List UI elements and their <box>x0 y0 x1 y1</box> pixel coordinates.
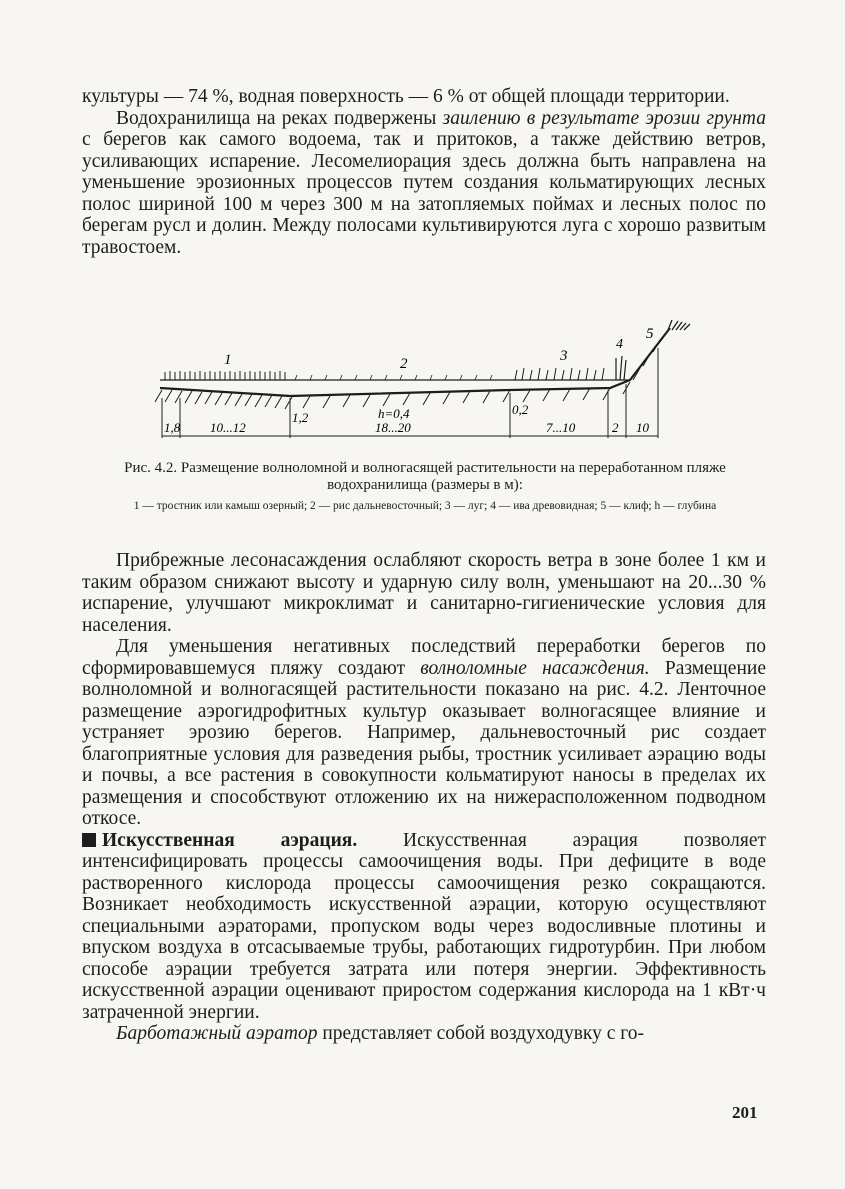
paragraph-reservoirs <box>82 108 766 259</box>
zone-label-3: 3 <box>560 348 568 364</box>
dimension-label: 10 <box>636 420 649 435</box>
zone-label-5: 5 <box>646 326 654 342</box>
paragraph-wavebreak <box>82 636 766 830</box>
cliff-grass <box>668 320 690 330</box>
paragraph-text: с берегов как самого водоема, так и притоков, а также действию ветров, усиливающих испарение. Лесомелиорация здесь должна быть направлена на уменьшение эрозионных процессов путем создания кольматирующих лесных полос шириной 100 м через 300 м на затопляемых поймах и лесных полос по берегам русл и долин. Между полосами культивируются луга с хорошо развитым травостоем. <box>82 129 766 258</box>
dimension-label: 1,8 <box>164 420 181 435</box>
section-heading: Искусственная аэрация. <box>102 829 358 851</box>
page-number: 201 <box>732 1103 758 1122</box>
depth-label-h: h=0,4 <box>378 406 410 421</box>
paragraph-text: Размещение волноломной и волногасящей растительности показано на рис. 4.2. Ленточное размещение аэрогидрофитных культур оказывает волногасящее влияние и устраняет эрозию берегов. Например, дальневосточный рис создает благоприятные условия для разведения рыбы, тростник усиливает аэрацию воды и почвы, а все растения в совокупности кольматируют наносы в пределах их размещения и способствуют отложению их на нижерасположенном подводном откосе. <box>82 657 766 829</box>
ground-hatching <box>155 340 660 409</box>
paragraph-aeration <box>82 830 766 1024</box>
depth-label-02: 0,2 <box>512 402 529 417</box>
dimension-label: 2 <box>612 420 619 435</box>
dimension-label: 7...10 <box>546 420 576 435</box>
dimension-label: 10...12 <box>210 420 246 435</box>
paragraph-bubbler <box>82 1023 766 1045</box>
paragraph-text: Водохранилища на реках подвержены <box>116 107 443 129</box>
top-text-block <box>82 86 766 258</box>
zone-label-4: 4 <box>616 337 623 352</box>
paragraph-text: представляет собой воздуходувку с го- <box>317 1023 645 1044</box>
figure-4-2-diagram <box>150 318 710 458</box>
willow-vegetation <box>616 356 626 380</box>
paragraph-continuation: культуры — 74 %, водная поверхность — 6 % от общей площади территории. <box>82 86 730 107</box>
section-marker-icon <box>82 833 96 847</box>
paragraph-text: Для уменьшения негативных последствий переработки берегов по сформировавшемуся пляжу создают <box>82 636 766 679</box>
zone-label-1: 1 <box>224 352 232 368</box>
reed-vegetation <box>165 371 285 380</box>
shore-profile-line <box>160 328 670 396</box>
meadow-vegetation <box>515 368 604 380</box>
italic-term: Барботажный аэратор <box>116 1023 318 1044</box>
italic-term: волноломные насаждения. <box>420 657 650 679</box>
rice-vegetation <box>295 375 492 380</box>
paragraph-text: Искусственная аэрация позволяет интенсифицировать процессы самоочищения воды. При дефиците в воде растворенного кислорода процессы самоочищения резко сокращаются. Возникает необходимость искусственной аэрации, которую осуществляют специальными аэраторами, пропуском воды через водосливные плотины и впуском воздуха в отсасываемые трубы, работающих гидротурбин. При любом способе аэрации требуется затрата или потеря энергии. Эффективность искусственной аэрации оценивают приростом содержания кислорода на 1 кВт·ч затраченной энергии. <box>82 829 766 1023</box>
dimension-label: 1,2 <box>292 410 309 425</box>
dimension-label: 18...20 <box>375 420 411 435</box>
bottom-text-block <box>82 550 766 1045</box>
italic-term: заилению в результате эрозии грунта <box>442 107 766 129</box>
figure-legend: 1 — тростник или камыш озерный; 2 — рис дальневосточный; 3 — луг; 4 — ива древовидная; 5 — клиф; h — глубина <box>133 500 717 512</box>
zone-label-2: 2 <box>400 356 408 372</box>
paragraph-forest: Прибрежные лесонасаждения ослабляют скорость ветра в зоне более 1 км и таким образом снижают высоту и ударную силу волн, уменьшают на 20...30 % испарение, улучшают микроклимат и санитарно-гигиенические условия для населения. <box>82 550 766 636</box>
figure-caption: Рис. 4.2. Размещение волноломной и волногасящей растительности на переработанном пляже водохранилища (размеры в м): <box>124 460 726 493</box>
